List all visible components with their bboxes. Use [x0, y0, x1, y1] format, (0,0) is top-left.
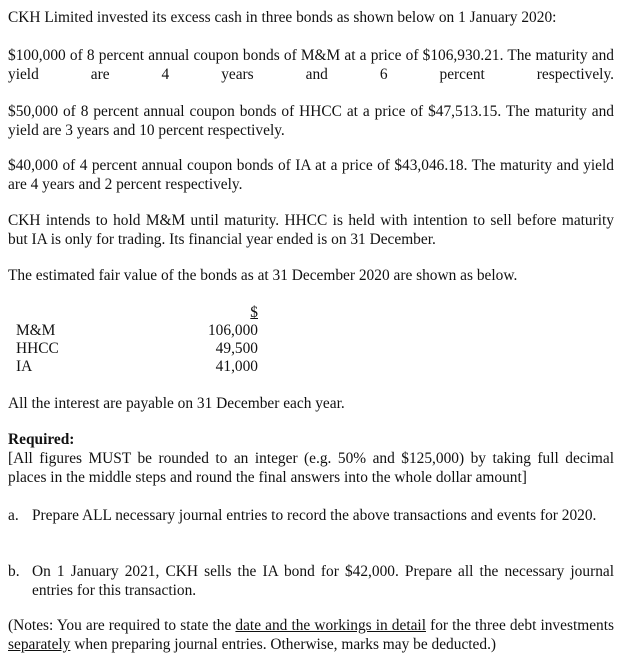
- question-label: a.: [8, 507, 19, 524]
- table-row-value: 49,500: [215, 340, 258, 357]
- notes-paragraph: [8, 616, 614, 654]
- bond-hhcc-paragraph: $50,000 of 8 percent annual coupon bonds of HHCC at a price of $47,513.15. The maturity and yield are 3 years and 10 percent respectively.: [8, 103, 614, 139]
- notes-underlined-text: date and the workings in detail: [235, 617, 426, 634]
- notes-underlined-text: separately: [8, 636, 71, 653]
- fair-value-intro: The estimated fair value of the bonds as at 31 December 2020 are shown as below.: [8, 267, 518, 284]
- notes-text: for the three debt investments: [425, 617, 614, 634]
- intent-paragraph: CKH intends to hold M&M until maturity. HHCC is held with intention to sell before maturity but IA is only for trading. Its financial year ended is on 31 December.: [8, 212, 614, 248]
- fair-value-table: [8, 303, 268, 375]
- bond-mm-paragraph: $100,000 of 8 percent annual coupon bonds of M&M at a price of $106,930.21. The maturity and yield are 4 years and 6 percent respectively.: [8, 47, 614, 83]
- table-row-name: IA: [16, 358, 33, 375]
- table-row-value: 41,000: [215, 358, 258, 375]
- table-row-name: HHCC: [16, 340, 59, 357]
- intro-paragraph: CKH Limited invested its excess cash in three bonds as shown below on 1 January 2020:: [8, 9, 557, 26]
- question-label: b.: [8, 563, 20, 580]
- required-heading: Required:: [8, 431, 75, 448]
- currency-header: $: [250, 304, 258, 321]
- question-text: On 1 January 2021, CKH sells the IA bond for $42,000. Prepare all the necessary journal entries for this transaction.: [32, 563, 614, 599]
- bond-ia-paragraph: $40,000 of 4 percent annual coupon bonds of IA at a price of $43,046.18. The maturity and yield are 4 years and 2 percent respectively.: [8, 157, 614, 193]
- rounding-note: [All figures MUST be rounded to an integer (e.g. 50% and $125,000) by taking full decimal places in the middle steps and round the final answers into the whole dollar amount]: [8, 450, 614, 486]
- interest-note: All the interest are payable on 31 December each year.: [8, 395, 345, 412]
- question-text: Prepare ALL necessary journal entries to record the above transactions and events for 2020.: [32, 507, 597, 524]
- table-row-value: 106,000: [207, 322, 258, 339]
- notes-text: when preparing journal entries. Otherwise, marks may be deducted.): [70, 636, 497, 653]
- table-row-name: M&M: [16, 322, 56, 339]
- notes-text: (Notes: You are required to state the: [8, 617, 236, 634]
